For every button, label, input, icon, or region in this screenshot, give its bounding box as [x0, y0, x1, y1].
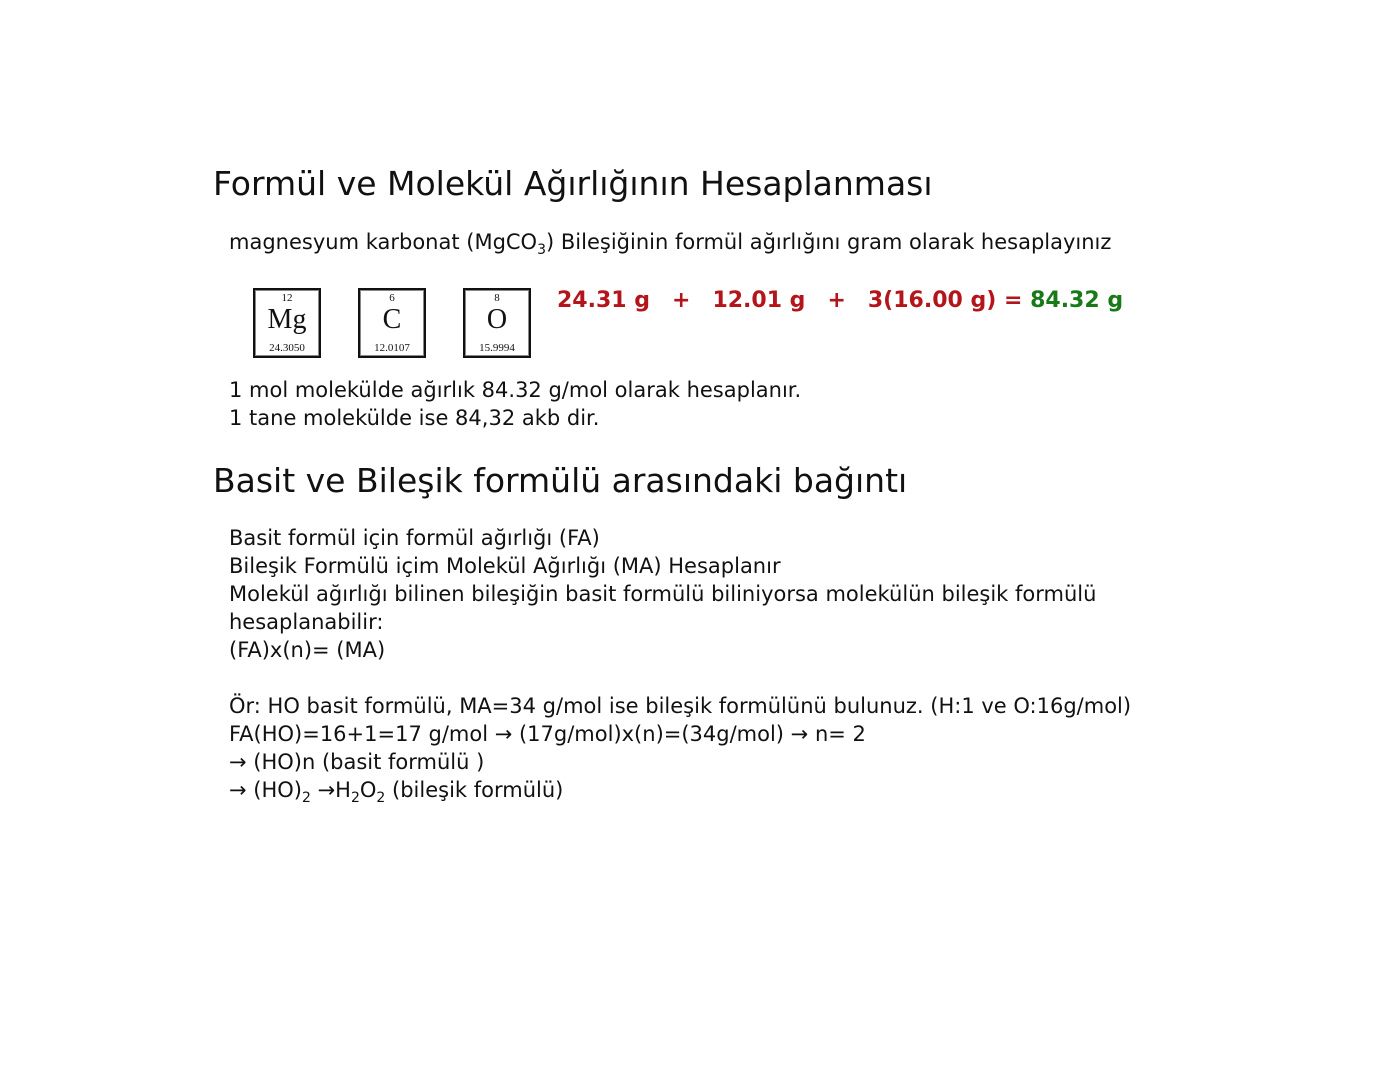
- element-card-mg: [253, 288, 321, 358]
- mass-equation: [557, 288, 1123, 313]
- atomic-number: 6: [389, 292, 395, 304]
- equals-sign: =: [1003, 288, 1023, 313]
- body-line: hesaplanabilir:: [229, 610, 384, 634]
- body-line: Basit formül için formül ağırlığı (FA): [229, 526, 600, 550]
- question-text: [229, 228, 1111, 256]
- plus-sign: +: [827, 288, 846, 313]
- atomic-mass: 12.0107: [374, 342, 410, 354]
- body-line: Bileşik Formülü içim Molekül Ağırlığı (MA) Hesaplanır: [229, 554, 781, 578]
- element-card-c: [358, 288, 426, 358]
- result-line-2: 1 tane molekülde ise 84,32 akb dir.: [229, 406, 600, 430]
- atomic-mass: 24.3050: [269, 342, 305, 354]
- result: 84.32 g: [1030, 288, 1124, 313]
- text: O: [359, 778, 377, 802]
- text: → (HO): [229, 778, 302, 802]
- term-o: 3(16.00 g): [867, 288, 997, 313]
- sub: 2: [350, 790, 360, 806]
- formula-line: (FA)x(n)= (MA): [229, 638, 386, 662]
- element-symbol: Mg: [267, 304, 307, 335]
- text: (bileşik formülü): [385, 778, 564, 802]
- atomic-number: 12: [281, 292, 293, 304]
- section-title-formula-weight: Formül ve Molekül Ağırlığının Hesaplanması: [213, 164, 933, 203]
- element-card-o: [463, 288, 531, 358]
- element-symbol: O: [486, 304, 508, 335]
- atomic-number: 8: [494, 292, 500, 304]
- question-pre: magnesyum karbonat (MgCO: [229, 230, 538, 254]
- sub: 2: [301, 790, 311, 806]
- sub: 2: [376, 790, 386, 806]
- atomic-mass: 15.9994: [479, 342, 515, 354]
- body-line: Molekül ağırlığı bilinen bileşiğin basit formülü biliniyorsa molekülün bileşik formülü: [229, 582, 1097, 606]
- plus-sign: +: [672, 288, 691, 313]
- text: →H: [310, 778, 351, 802]
- question-post: ) Bileşiğinin formül ağırlığını gram olarak hesaplayınız: [546, 230, 1112, 254]
- term-mg: 24.31 g: [557, 288, 650, 313]
- example-line: Ör: HO basit formülü, MA=34 g/mol ise bileşik formülünü bulunuz. (H:1 ve O:16g/mol): [229, 694, 1132, 718]
- example-line: FA(HO)=16+1=17 g/mol → (17g/mol)x(n)=(34g/mol) → n= 2: [229, 722, 866, 746]
- section-title-relation: Basit ve Bileşik formülü arasındaki bağıntı: [213, 461, 908, 500]
- question-sub: 3: [537, 242, 547, 258]
- element-symbol: C: [382, 304, 402, 335]
- example-line: → (HO)n (basit formülü ): [229, 750, 485, 774]
- term-c: 12.01 g: [712, 288, 806, 313]
- result-line-1: 1 mol molekülde ağırlık 84.32 g/mol olarak hesaplanır.: [229, 378, 802, 402]
- example-final-line: [229, 776, 563, 804]
